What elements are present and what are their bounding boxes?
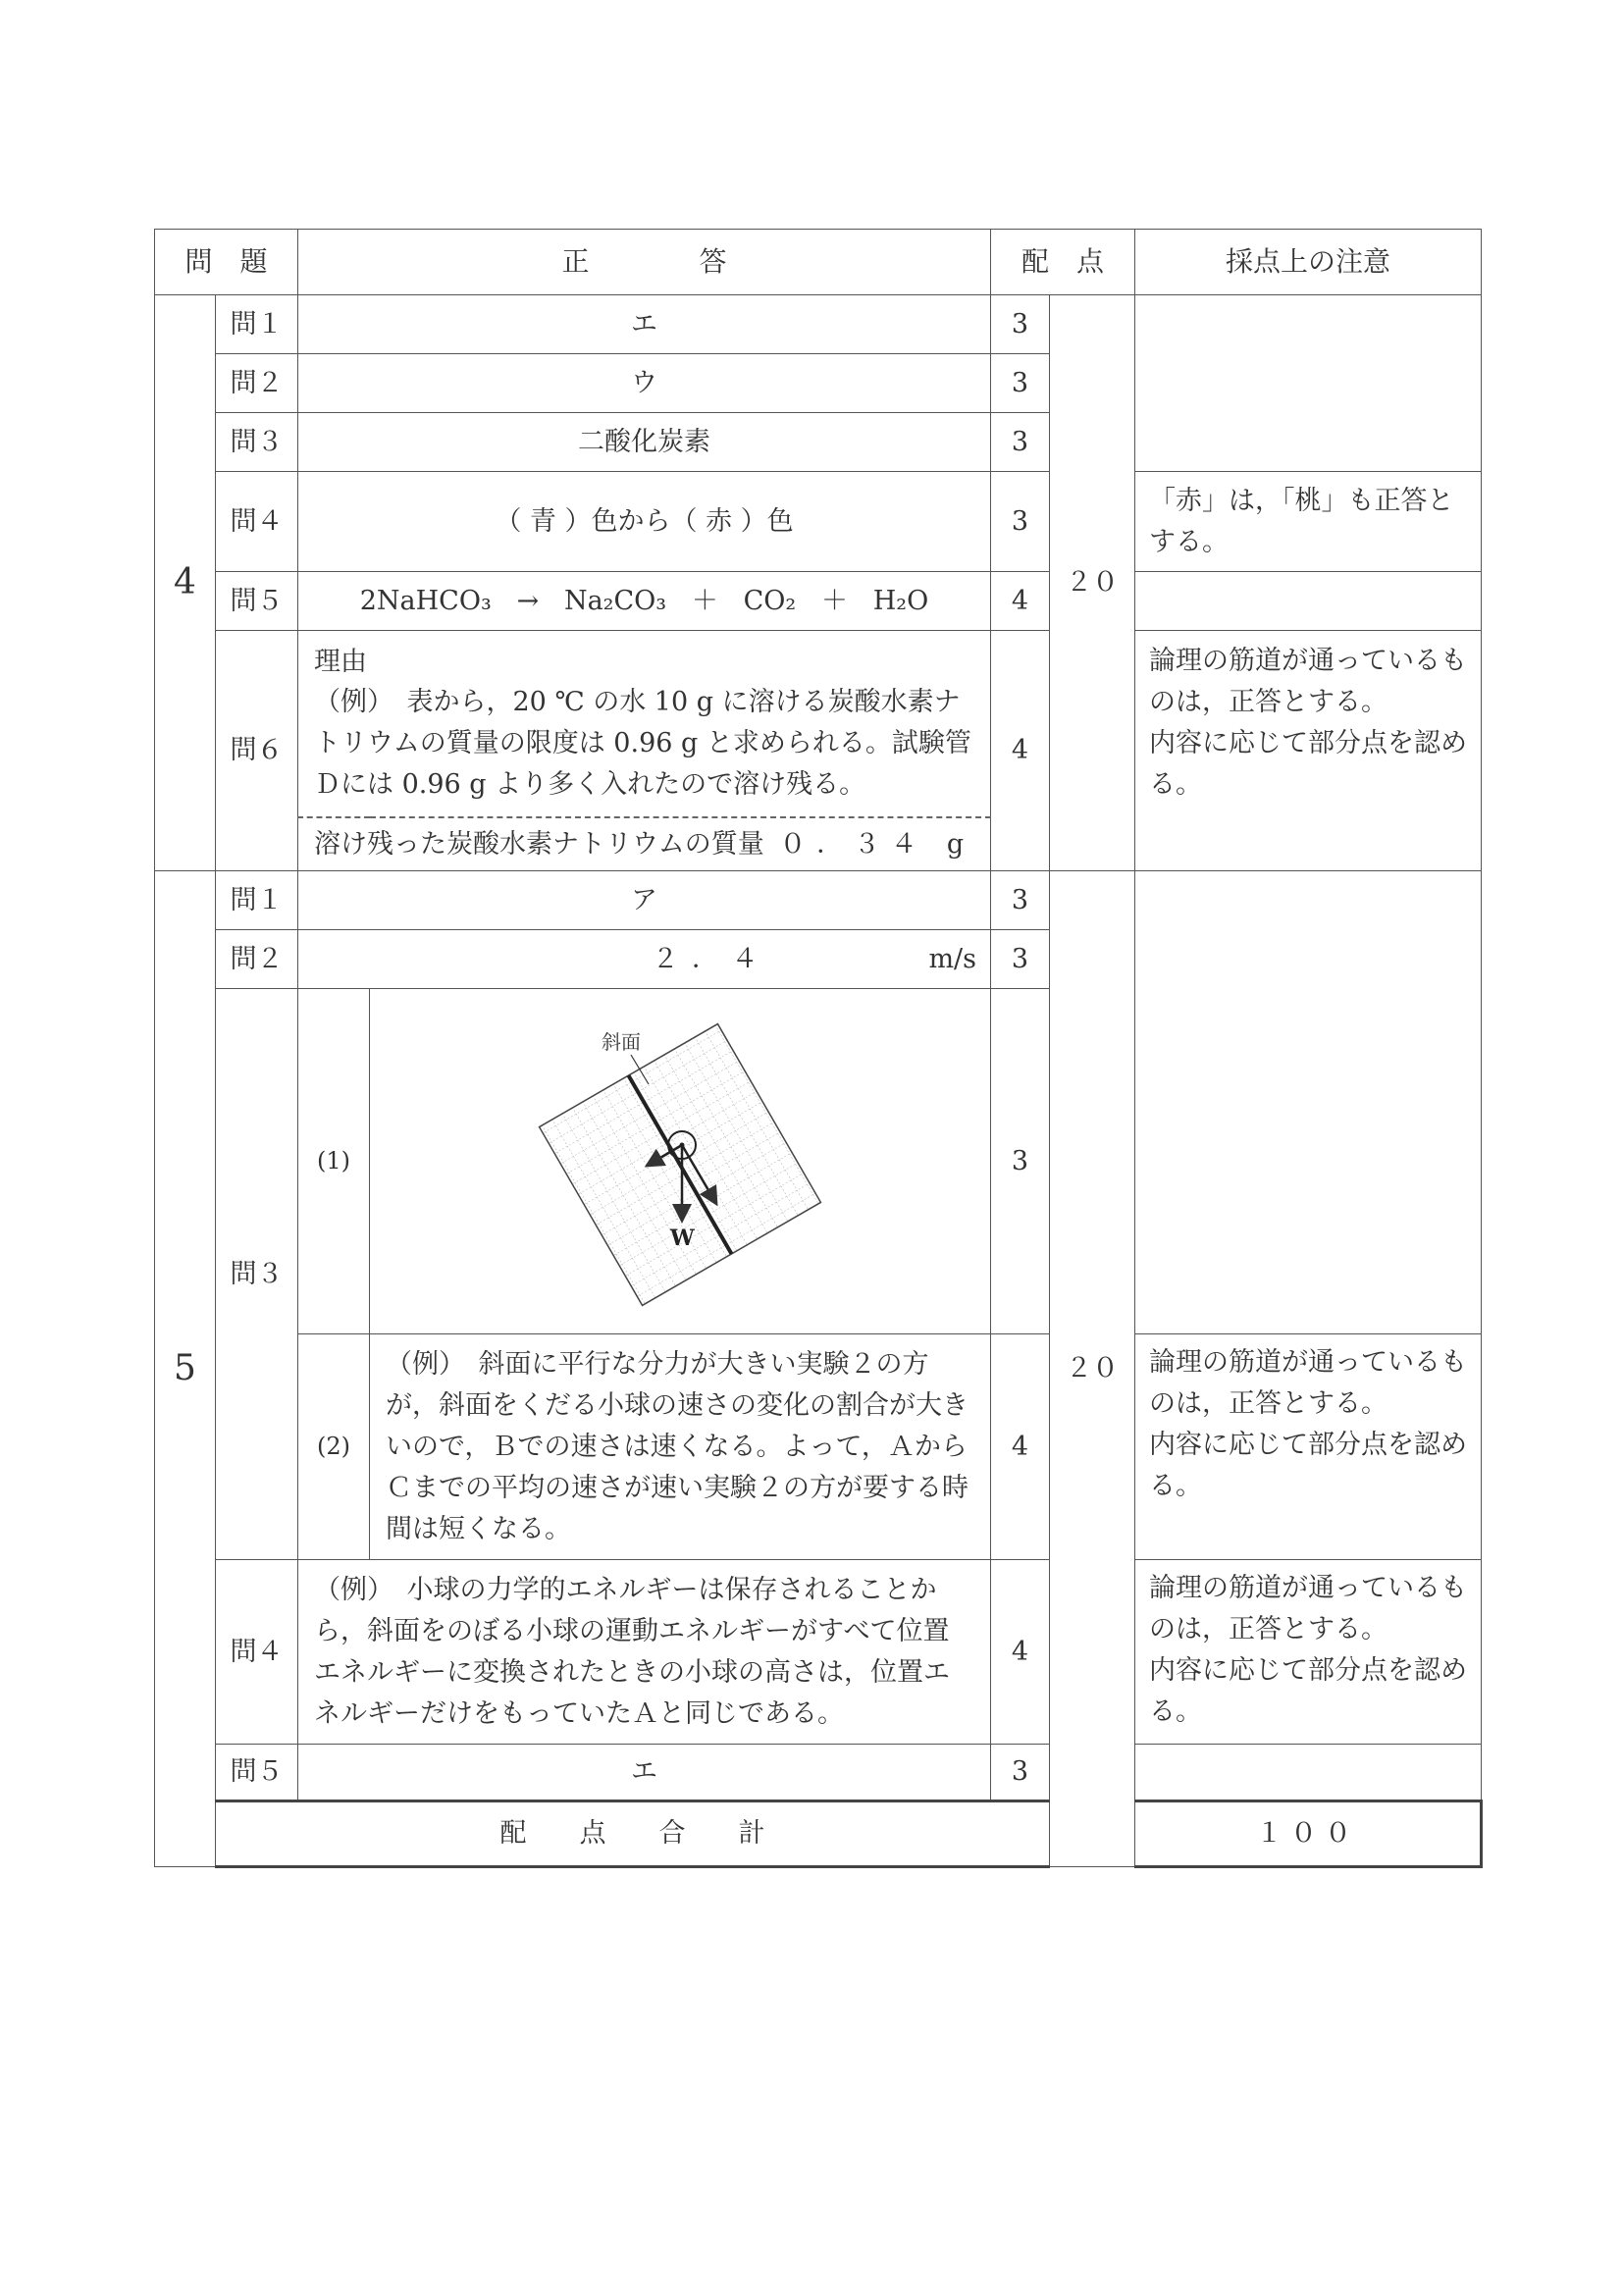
label-w: W bbox=[670, 1226, 695, 1252]
note-cell: 「赤」は，「桃」も正答とする。 bbox=[1135, 472, 1482, 572]
question-label: 問４ bbox=[216, 472, 298, 572]
points-cell: 3 bbox=[991, 354, 1050, 413]
reason-cell bbox=[298, 631, 991, 817]
answer-text: （例） 小球の力学的エネルギーは保存されることから，斜面をのぼる小球の運動エネルギーがすべて位置エネルギーに変換されたときの小球の高さは，位置エネルギーだけをもっていたＡと同じである。 bbox=[298, 1560, 991, 1745]
table-row bbox=[155, 295, 1484, 354]
points-cell: 3 bbox=[991, 871, 1050, 930]
points-cell: 3 bbox=[991, 930, 1050, 989]
sub-label: (2) bbox=[298, 1334, 370, 1560]
answer-cell: ア bbox=[298, 871, 991, 930]
slope-force-diagram bbox=[533, 998, 827, 1312]
points-cell: 3 bbox=[991, 989, 1050, 1334]
answer-cell: 二酸化炭素 bbox=[298, 413, 991, 472]
table-row bbox=[155, 472, 1484, 572]
question-label: 問６ bbox=[216, 631, 298, 871]
plus: ＋ bbox=[820, 585, 848, 616]
points-cell: 4 bbox=[991, 1334, 1050, 1560]
header-mondai: 問 題 bbox=[155, 230, 298, 295]
blank-cell bbox=[1482, 1801, 1484, 1867]
header-seitou: 正 答 bbox=[298, 230, 991, 295]
note-cell: 論理の筋道が通っているものは，正答とする。 内容に応じて部分点を認める。 bbox=[1135, 631, 1482, 871]
table-row bbox=[155, 871, 1484, 930]
total-value: １００ bbox=[1135, 1801, 1482, 1867]
plus: ＋ bbox=[691, 585, 718, 616]
question-label: 問５ bbox=[216, 1745, 298, 1801]
table-row bbox=[155, 572, 1484, 631]
header-row bbox=[155, 230, 1484, 295]
label-slope: 斜面 bbox=[602, 1030, 641, 1055]
points-cell: 3 bbox=[991, 413, 1050, 472]
question-label: 問２ bbox=[216, 930, 298, 989]
header-chuui: 採点上の注意 bbox=[1135, 230, 1482, 295]
answer-cell: エ bbox=[298, 295, 991, 354]
table-row bbox=[155, 1560, 1484, 1745]
section-number-5: 5 bbox=[155, 871, 216, 1867]
table-row bbox=[155, 631, 1484, 817]
reason-text: （例） 表から，20 ℃ の水 10 g に溶ける炭酸水素ナトリウムの質量の限度は 0.96 g と求められる。試験管Ｄには 0.96 g より多く入れたので溶け残る。 bbox=[314, 687, 971, 801]
note-cell-empty bbox=[1135, 572, 1482, 631]
mass-cell bbox=[298, 817, 991, 871]
answer-cell: （ 青 ）色から（ 赤 ）色 bbox=[298, 472, 991, 572]
chemical-equation bbox=[298, 572, 991, 631]
note-cell: 論理の筋道が通っているものは，正答とする。 内容に応じて部分点を認める。 bbox=[1135, 1560, 1482, 1745]
arrow: → bbox=[516, 585, 540, 616]
question-label: 問３ bbox=[216, 413, 298, 472]
question-label: 問２ bbox=[216, 354, 298, 413]
table-row bbox=[155, 1745, 1484, 1801]
note-cell-empty bbox=[1135, 871, 1482, 1334]
answer-cell: ウ bbox=[298, 354, 991, 413]
question-label: 問４ bbox=[216, 1560, 298, 1745]
speed-value: ２．４ bbox=[652, 943, 771, 974]
sub-label: (1) bbox=[298, 989, 370, 1334]
eq-part: 2NaHCO₃ bbox=[359, 585, 492, 616]
question-label: 問１ bbox=[216, 871, 298, 930]
note-cell-empty bbox=[1135, 295, 1482, 472]
points-cell: 3 bbox=[991, 295, 1050, 354]
section-points-4: ２０ bbox=[1050, 295, 1135, 871]
section-number-4: 4 bbox=[155, 295, 216, 871]
note-cell: 論理の筋道が通っているものは，正答とする。 内容に応じて部分点を認める。 bbox=[1135, 1334, 1482, 1560]
header-haiten: 配 点 bbox=[991, 230, 1135, 295]
answer-cell bbox=[298, 930, 991, 989]
points-cell: 4 bbox=[991, 572, 1050, 631]
points-cell: 4 bbox=[991, 1560, 1050, 1745]
total-label: 配 点 合 計 bbox=[216, 1801, 1050, 1867]
points-cell: 3 bbox=[991, 472, 1050, 572]
eq-part: CO₂ bbox=[743, 585, 797, 616]
mass-value: ０．３４ g bbox=[779, 828, 974, 860]
figure-cell bbox=[370, 989, 991, 1334]
speed-unit: m/s bbox=[928, 943, 976, 974]
table-row bbox=[155, 1334, 1484, 1560]
answer-text: （例） 斜面に平行な分力が大きい実験２の方が，斜面をくだる小球の速さの変化の割合が大きいので，Ｂでの速さは速くなる。よって，ＡからＣまでの平均の速さが速い実験２の方が要する時間は短くなる。 bbox=[370, 1334, 991, 1560]
total-row bbox=[155, 1801, 1484, 1867]
note-cell-empty bbox=[1135, 1745, 1482, 1801]
question-label: 問５ bbox=[216, 572, 298, 631]
section-points-5: ２０ bbox=[1050, 871, 1135, 1867]
question-label: 問１ bbox=[216, 295, 298, 354]
points-cell: 4 bbox=[991, 631, 1050, 871]
answer-cell: エ bbox=[298, 1745, 991, 1801]
answer-key-table bbox=[154, 229, 1483, 1868]
reason-label: 理由 bbox=[314, 646, 367, 677]
eq-part: H₂O bbox=[872, 585, 929, 616]
mass-label: 溶け残った炭酸水素ナトリウムの質量 bbox=[314, 828, 764, 860]
question-label: 問３ bbox=[216, 989, 298, 1560]
eq-part: Na₂CO₃ bbox=[563, 585, 667, 616]
points-cell: 3 bbox=[991, 1745, 1050, 1801]
